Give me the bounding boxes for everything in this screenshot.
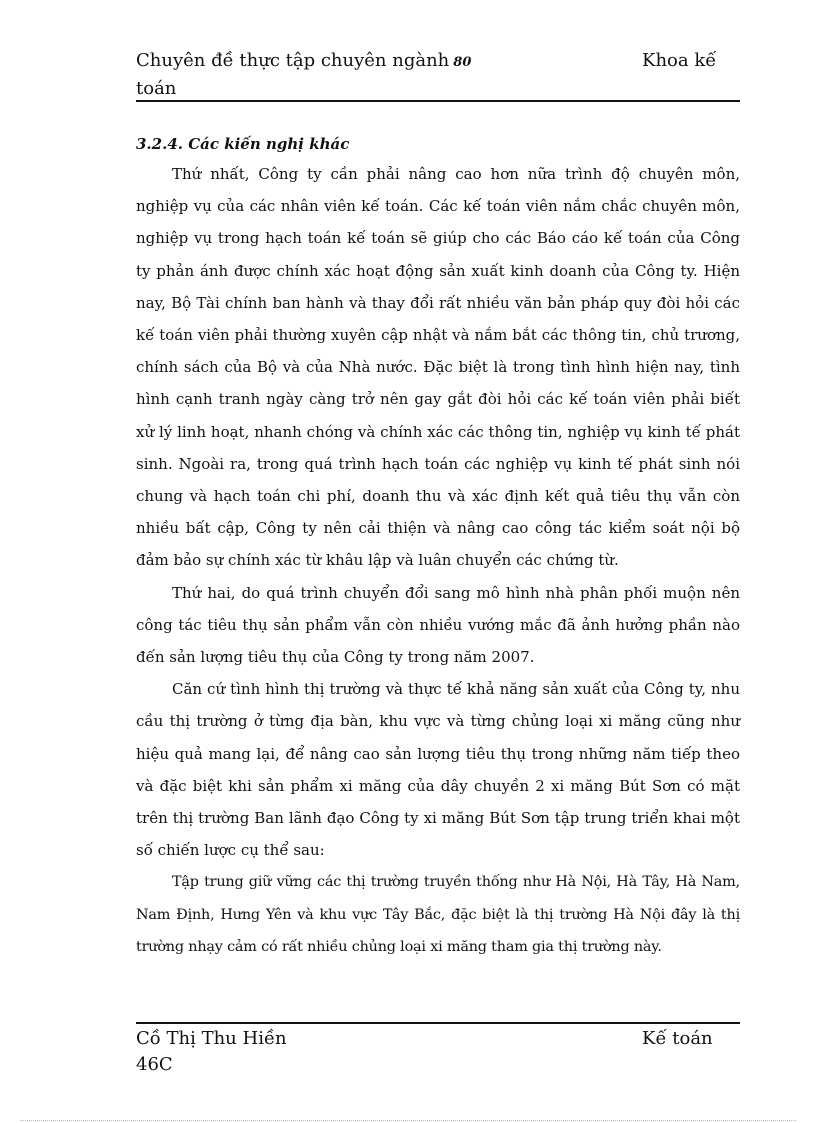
paragraph-2: Thứ hai, do quá trình chuyển đổi sang mô hình nhà phân phối muộn nên công tác tiêu thụ sản phẩm vẫn còn nhiều vướng mắc đã ảnh hưởng phần nào đến sản lượng tiêu thụ của Công ty trong năm 2007. xyxy=(136,583,740,667)
paragraph-3: Căn cứ tình hình thị trường và thực tế khả năng sản xuất của Công ty, nhu cầu thị trường ở từng địa bàn, khu vực và từng chủng loại xi măng cũng như hiệu quả mang lại, để nâng cao sản lượng tiêu thụ trong những năm tiếp theo và đặc biệt khi sản phẩm xi măng của dây chuyền 2 xi măng Bút Sơn có mặt trên thị trường Ban lãnh đạo Công ty xi măng Bút Sơn tập trung triển khai một số chiến lược cụ thể sau: xyxy=(136,680,740,860)
footer-author xyxy=(136,1026,336,1078)
page-number: 80 xyxy=(453,55,472,70)
page-bottom-border xyxy=(20,1120,796,1121)
footer-divider xyxy=(136,1022,740,1024)
header-title-line1: Chuyên đề thực tập chuyên ngành xyxy=(136,50,450,71)
page-content xyxy=(136,130,740,963)
paragraph-1: Thứ nhất, Công ty cần phải nâng cao hơn nữa trình độ chuyên môn, nghiệp vụ của các nhân viên kế toán. Các kế toán viên nắm chắc chuyên môn, nghiệp vụ trong hạch toán kế toán sẽ giúp cho các Báo cáo kế toán của Công ty phản ánh được chính xác hoạt động sản xuất kinh doanh của Công ty. Hiện nay, Bộ Tài chính ban hành và thay đổi rất nhiều văn bản pháp quy đòi hỏi các kế toán viên phải thường xuyên cập nhật và nắm bắt các thông tin, chủ trương, chính sách của Bộ và của Nhà nước. Đặc biệt là trong tình hình hiện nay, tình hình cạnh tranh ngày càng trở nên gay gắt đòi hỏi các kế toán viên phải biết xử lý linh hoạt, nhanh chóng và chính xác các thông tin, nghiệp vụ kinh tế phát sinh. Ngoài ra, trong quá trình hạch toán các nghiệp vụ kinh tế phát sinh nói chung và hạch toán chi phí, doanh thu và xác định kết quả tiêu thụ vẫn còn nhiều bất cập, Công ty nên cải thiện và nâng cao công tác kiểm soát nội bộ đảm bảo sự chính xác từ khâu lập và luân chuyển các chứng từ. xyxy=(136,165,740,570)
footer-department: Kế toán xyxy=(642,1028,713,1049)
section-heading: 3.2.4. Các kiến nghị khác xyxy=(136,135,350,153)
paragraph-4: Tập trung giữ vững các thị trường truyền thống như Hà Nội, Hà Tây, Hà Nam, Nam Định, Hưng Yên và khu vực Tây Bắc, đặc biệt là thị trường Hà Nội đây là thị trường nhạy cảm có rất nhiều chủng loại xi măng tham gia thị trường này. xyxy=(136,874,740,955)
footer-author-class: 46C xyxy=(136,1054,173,1075)
footer-author-name: Cồ Thị Thu Hiền xyxy=(136,1028,287,1049)
header-title xyxy=(136,48,476,102)
page-header xyxy=(136,48,740,102)
header-department: Khoa kế xyxy=(642,50,717,71)
header-title-line2: toán xyxy=(136,78,177,99)
